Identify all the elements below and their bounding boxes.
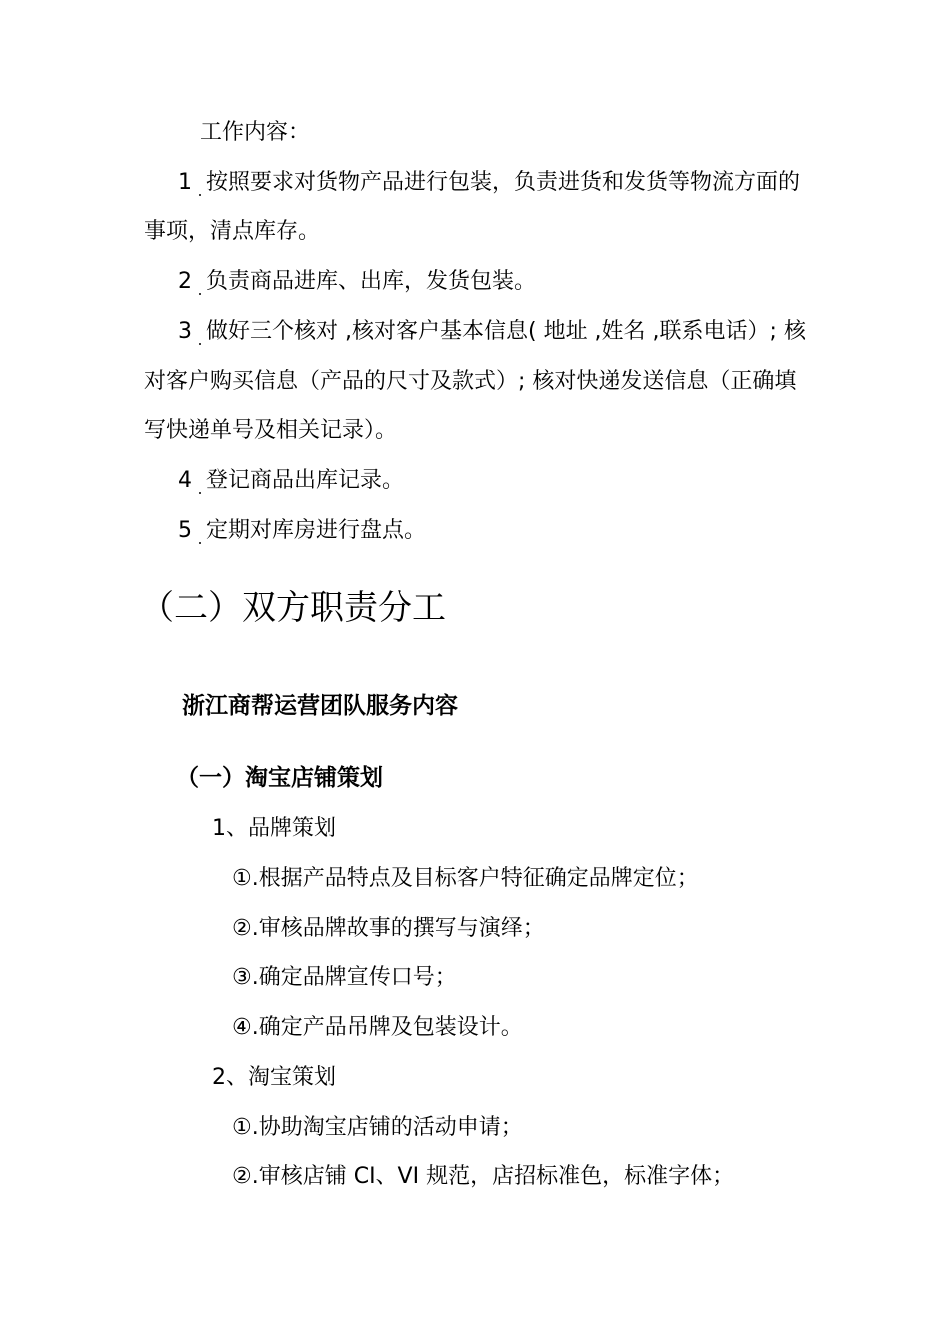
work-item-3 xyxy=(178,317,806,347)
item-text: 按照要求对货物产品进行包装，负责进货和发货等物流方面的 xyxy=(206,170,801,195)
item-text: 负责商品进库、出库，发货包装。 xyxy=(206,269,537,294)
brand-item-1: ①.根据产品特点及目标客户特征确定品牌定位； xyxy=(232,866,699,891)
item-number: 3 xyxy=(178,317,192,347)
team-title: 浙江商帮运营团队服务内容 xyxy=(182,693,458,719)
work-content-heading: 工作内容： xyxy=(200,120,311,145)
section-title: （二）双方职责分工 xyxy=(140,588,446,628)
work-item-5 xyxy=(178,516,426,546)
taobao-item-2: ②.审核店铺 CI、VI 规范，店招标准色，标准字体； xyxy=(232,1164,735,1189)
item-text: 定期对库房进行盘点。 xyxy=(206,518,427,543)
brand-item-2: ②.审核品牌故事的撰写与演绎； xyxy=(232,916,545,941)
group-title-brand: 1、品牌策划 xyxy=(212,816,336,841)
taobao-item-1: ①.协助淘宝店铺的活动申请； xyxy=(232,1115,523,1140)
work-item-3-cont: 对客户购买信息（产品的尺寸及款式）; 核对快递发送信息（正确填 xyxy=(144,369,797,394)
work-item-4 xyxy=(178,466,404,496)
work-item-1 xyxy=(178,168,800,198)
brand-item-4: ④.确定产品吊牌及包装设计。 xyxy=(232,1015,523,1040)
work-item-1-cont: 事项，清点库存。 xyxy=(144,219,321,244)
item-text: 登记商品出库记录。 xyxy=(206,468,405,493)
item-number: 4 xyxy=(178,466,192,496)
item-number: 1 xyxy=(178,168,192,198)
group-title-taobao: 2、淘宝策划 xyxy=(212,1065,336,1090)
work-item-3-cont2: 写快递单号及相关记录）。 xyxy=(144,418,398,443)
item-text: 做好三个核对 ,核对客户基本信息( 地址 ,姓名 ,联系电话）; 核 xyxy=(206,319,806,344)
work-item-2 xyxy=(178,267,536,297)
item-number: 2 xyxy=(178,267,192,297)
brand-item-3: ③.确定品牌宣传口号； xyxy=(232,965,457,990)
sub-title: （一）淘宝店铺策划 xyxy=(176,765,383,791)
item-number: 5 xyxy=(178,516,192,546)
